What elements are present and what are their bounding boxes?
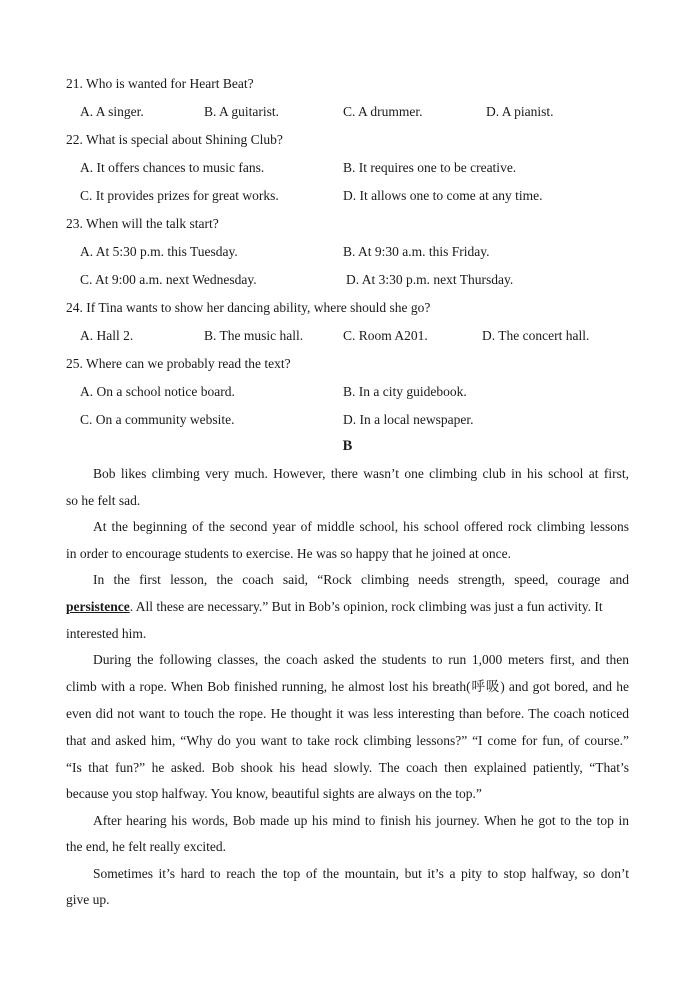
passage-paragraph-4-line-5: “Is that fun?” he asked. Bob shook his head slowly. The coach then explained patiently, “That’s <box>66 760 629 775</box>
passage-paragraph-5-line-2: the end, he felt really excited. <box>66 839 227 854</box>
question-23-option-a: A. At 5:30 p.m. this Tuesday. <box>80 244 238 259</box>
question-23-option-b: B. At 9:30 a.m. this Friday. <box>343 244 490 259</box>
passage-paragraph-6-line-1: Sometimes it’s hard to reach the top of the mountain, but it’s a pity to stop halfway, so don’t <box>93 866 629 881</box>
question-23-option-c: C. At 9:00 a.m. next Wednesday. <box>80 272 257 287</box>
question-24-option-b: B. The music hall. <box>204 328 304 343</box>
passage-paragraph-1-line-2: so he felt sad. <box>66 493 141 508</box>
question-25-option-d: D. In a local newspaper. <box>343 412 474 427</box>
question-21-option-c: C. A drummer. <box>343 104 423 119</box>
passage-paragraph-1-line-1: Bob likes climbing very much. However, there wasn’t one climbing club in his school at first, <box>93 466 629 481</box>
question-24-stem: 24. If Tina wants to show her dancing ability, where should she go? <box>66 300 431 315</box>
question-21-option-d: D. A pianist. <box>486 104 554 119</box>
passage-paragraph-3-line-3: interested him. <box>66 626 147 641</box>
passage-paragraph-3-line-1: In the first lesson, the coach said, “Rock climbing needs strength, speed, courage and <box>93 572 629 587</box>
passage-paragraph-3-line-2 <box>66 599 603 615</box>
question-25-option-b: B. In a city guidebook. <box>343 384 467 399</box>
question-25-option-a: A. On a school notice board. <box>80 384 235 399</box>
passage-paragraph-4-line-6: because you stop halfway. You know, beautiful sights are always on the top.” <box>66 786 482 801</box>
question-21-option-a: A. A singer. <box>80 104 144 119</box>
question-22-stem: 22. What is special about Shining Club? <box>66 132 283 147</box>
question-24-option-a: A. Hall 2. <box>80 328 134 343</box>
question-24-option-d: D. The concert hall. <box>482 328 590 343</box>
question-21-stem: 21. Who is wanted for Heart Beat? <box>66 76 254 91</box>
question-22-option-d: D. It allows one to come at any time. <box>343 188 543 203</box>
question-23-stem: 23. When will the talk start? <box>66 216 219 231</box>
passage-paragraph-2-line-1: At the beginning of the second year of middle school, his school offered rock climbing lessons <box>93 519 629 534</box>
question-22-option-b: B. It requires one to be creative. <box>343 160 517 175</box>
passage-paragraph-5-line-1: After hearing his words, Bob made up his mind to finish his journey. When he got to the top in <box>93 813 629 828</box>
question-23-option-d: D. At 3:30 p.m. next Thursday. <box>346 272 514 287</box>
passage-paragraph-4-line-4: that and asked him, “Why do you want to take rock climbing lessons?” “I come for fun, of course.” <box>66 733 629 748</box>
question-25-option-c: C. On a community website. <box>80 412 235 427</box>
passage-paragraph-3-line-2-rest: . All these are necessary.” But in Bob’s opinion, rock climbing was just a fun activity. It <box>129 599 603 614</box>
question-21-option-b: B. A guitarist. <box>204 104 280 119</box>
passage-paragraph-4-line-2: climb with a rope. When Bob finished running, he almost lost his breath(呼吸) and got bored, and he <box>66 679 629 694</box>
question-22-option-c: C. It provides prizes for great works. <box>80 188 279 203</box>
keyword-persistence: persistence <box>66 599 130 614</box>
question-25-stem: 25. Where can we probably read the text? <box>66 356 291 371</box>
passage-paragraph-4-line-3: even did not want to touch the rope. He thought it was less interesting than before. The coach noticed <box>66 706 629 721</box>
passage-paragraph-2-line-2: in order to encourage students to exercise. He was so happy that he joined at once. <box>66 546 511 561</box>
question-24-option-c: C. Room A201. <box>343 328 428 343</box>
section-title: B <box>342 438 353 454</box>
passage-paragraph-4-line-1: During the following classes, the coach asked the students to run 1,000 meters first, and then <box>93 652 629 667</box>
question-22-option-a: A. It offers chances to music fans. <box>80 160 265 175</box>
passage-paragraph-6-line-2: give up. <box>66 892 110 907</box>
